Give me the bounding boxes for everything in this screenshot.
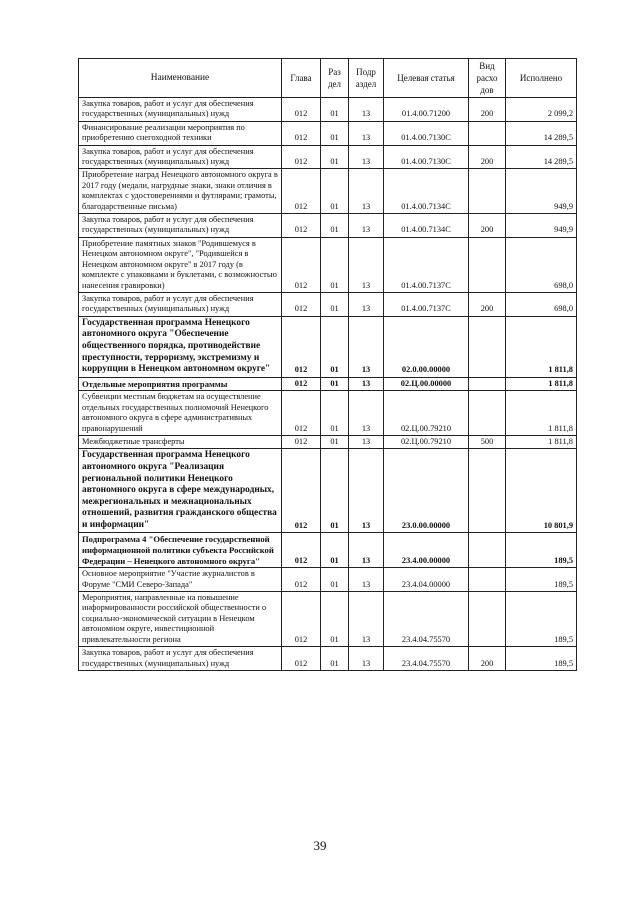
cell-name: Подпрограмма 4 "Обеспечение государственной информационной политики субъекта Российской Федерации – Ненецкого автономного округа": [79, 533, 282, 568]
cell-expense-type: 200: [469, 145, 506, 169]
cell-target-article: 23.0.00.00000: [384, 449, 469, 533]
cell-section: 01: [321, 533, 349, 568]
cell-subsection: 13: [349, 435, 384, 448]
cell-section: 01: [321, 592, 349, 647]
cell-chapter: 012: [282, 391, 321, 436]
table-row: [79, 377, 577, 391]
table-row: [79, 449, 577, 533]
cell-executed: 189,5: [506, 592, 577, 647]
cell-name: Мероприятия, направленные на повышение информированности российской общественности о социально-экономической ситуации в Ненецком автономном округе, инвестиционной привлекательности региона: [79, 592, 282, 647]
cell-section: 01: [321, 237, 349, 292]
cell-section: 01: [321, 169, 349, 214]
cell-target-article: 01.4.00.7137С: [384, 237, 469, 292]
cell-chapter: 012: [282, 533, 321, 568]
cell-chapter: 012: [282, 316, 321, 377]
cell-executed: 2 099,2: [506, 98, 577, 122]
cell-name: Приобретение наград Ненецкого автономного округа в 2017 году (медали, нагрудные знаки, знаки отличия в комплектах с удостоверениями и футлярами; грамоты, благодарственные письма): [79, 169, 282, 214]
table-row: [79, 237, 577, 292]
cell-target-article: 02.Ц.00.79210: [384, 435, 469, 448]
cell-section: 01: [321, 292, 349, 316]
table-row: [79, 533, 577, 568]
cell-section: 01: [321, 647, 349, 671]
cell-target-article: 23.4.04.75570: [384, 647, 469, 671]
cell-executed: 14 289,5: [506, 145, 577, 169]
table-row: [79, 435, 577, 448]
table-header-row: [79, 59, 577, 98]
cell-expense-type: 200: [469, 214, 506, 238]
cell-subsection: 13: [349, 533, 384, 568]
cell-executed: 1 811,8: [506, 377, 577, 391]
table-row: [79, 214, 577, 238]
cell-name: Приобретение памятных знаков "Родившемуся в Ненецком автономном округе", "Родившейся в Ненецком автономном округе" в 2017 году (в комплекте с упаковками и буклетами, с возможностью нанесения гравировки): [79, 237, 282, 292]
cell-executed: 949,9: [506, 214, 577, 238]
cell-target-article: 02.Ц.00.79210: [384, 391, 469, 436]
cell-subsection: 13: [349, 377, 384, 391]
header-target-article: Целевая статья: [384, 59, 469, 98]
cell-chapter: 012: [282, 98, 321, 122]
header-subsection: Подр аздел: [349, 59, 384, 98]
cell-expense-type: [469, 237, 506, 292]
cell-expense-type: [469, 169, 506, 214]
header-expense-type: Вид расхо дов: [469, 59, 506, 98]
cell-subsection: 13: [349, 145, 384, 169]
cell-target-article: 01.4.00.7134С: [384, 214, 469, 238]
cell-chapter: 012: [282, 377, 321, 391]
cell-section: 01: [321, 568, 349, 592]
cell-expense-type: [469, 449, 506, 533]
cell-chapter: 012: [282, 568, 321, 592]
cell-chapter: 012: [282, 145, 321, 169]
header-name: Наименование: [79, 59, 282, 98]
cell-subsection: 13: [349, 214, 384, 238]
table-row: [79, 568, 577, 592]
table-row: [79, 647, 577, 671]
cell-chapter: 012: [282, 647, 321, 671]
cell-expense-type: 500: [469, 435, 506, 448]
budget-table: [78, 58, 577, 671]
cell-expense-type: [469, 377, 506, 391]
cell-name: Закупка товаров, работ и услуг для обеспечения государственных (муниципальных) нужд: [79, 98, 282, 122]
cell-section: 01: [321, 145, 349, 169]
cell-executed: 1 811,8: [506, 435, 577, 448]
cell-name: Закупка товаров, работ и услуг для обеспечения государственных (муниципальных) нужд: [79, 292, 282, 316]
cell-executed: 189,5: [506, 568, 577, 592]
cell-executed: 698,0: [506, 237, 577, 292]
cell-section: 01: [321, 449, 349, 533]
cell-expense-type: [469, 316, 506, 377]
cell-executed: 189,5: [506, 647, 577, 671]
cell-executed: 1 811,8: [506, 391, 577, 436]
cell-chapter: 012: [282, 169, 321, 214]
cell-subsection: 13: [349, 391, 384, 436]
table-row: [79, 316, 577, 377]
cell-name: Закупка товаров, работ и услуг для обеспечения государственных (муниципальных) нужд: [79, 214, 282, 238]
cell-name: Основное мероприятие "Участие журналистов в Форуме "СМИ Северо-Запада": [79, 568, 282, 592]
cell-chapter: 012: [282, 121, 321, 145]
cell-executed: 10 801,9: [506, 449, 577, 533]
table-row: [79, 292, 577, 316]
cell-subsection: 13: [349, 292, 384, 316]
cell-executed: 189,5: [506, 533, 577, 568]
cell-section: 01: [321, 377, 349, 391]
cell-subsection: 13: [349, 568, 384, 592]
cell-target-article: 01.4.00.7130С: [384, 145, 469, 169]
cell-subsection: 13: [349, 647, 384, 671]
cell-subsection: 13: [349, 316, 384, 377]
cell-chapter: 012: [282, 435, 321, 448]
table-row: [79, 391, 577, 436]
cell-chapter: 012: [282, 592, 321, 647]
cell-target-article: 01.4.00.7134С: [384, 169, 469, 214]
cell-target-article: 23.4.04.00000: [384, 568, 469, 592]
cell-expense-type: [469, 121, 506, 145]
cell-subsection: 13: [349, 169, 384, 214]
cell-target-article: 01.4.00.7130С: [384, 121, 469, 145]
table-row: [79, 98, 577, 122]
cell-target-article: 02.Ц.00.00000: [384, 377, 469, 391]
cell-name: Субвенции местным бюджетам на осуществление отдельных государственных полномочий Ненецкого автономного округа в сфере административных правонарушений: [79, 391, 282, 436]
header-chapter: Глава: [282, 59, 321, 98]
cell-expense-type: 200: [469, 292, 506, 316]
cell-target-article: 01.4.00.7137С: [384, 292, 469, 316]
cell-target-article: 23.4.04.75570: [384, 592, 469, 647]
cell-chapter: 012: [282, 292, 321, 316]
cell-name: Закупка товаров, работ и услуг для обеспечения государственных (муниципальных) нужд: [79, 145, 282, 169]
cell-chapter: 012: [282, 214, 321, 238]
cell-expense-type: [469, 391, 506, 436]
cell-section: 01: [321, 98, 349, 122]
cell-chapter: 012: [282, 237, 321, 292]
cell-expense-type: 200: [469, 98, 506, 122]
cell-subsection: 13: [349, 449, 384, 533]
table-row: [79, 121, 577, 145]
header-section: Раз дел: [321, 59, 349, 98]
cell-name: Финансирование реализации мероприятия по приобретению снегоходной техники: [79, 121, 282, 145]
cell-expense-type: [469, 568, 506, 592]
cell-name: Государственная программа Ненецкого автономного округа "Реализация региональной политики Ненецкого автономного округа в сфере международных, межрегиональных и межнациональных отношений, развития гражданского общества и информации": [79, 449, 282, 533]
cell-expense-type: [469, 592, 506, 647]
cell-section: 01: [321, 316, 349, 377]
cell-name: Государственная программа Ненецкого автономного округа "Обеспечение общественного порядка, противодействие преступности, терроризму, экстремизму и коррупции в Ненецком автономном округе": [79, 316, 282, 377]
table-row: [79, 145, 577, 169]
cell-chapter: 012: [282, 449, 321, 533]
cell-name: Межбюджетные трансферты: [79, 435, 282, 448]
cell-subsection: 13: [349, 121, 384, 145]
cell-executed: 14 289,5: [506, 121, 577, 145]
cell-target-article: 01.4.00.71200: [384, 98, 469, 122]
cell-subsection: 13: [349, 98, 384, 122]
cell-subsection: 13: [349, 237, 384, 292]
cell-name: Закупка товаров, работ и услуг для обеспечения государственных (муниципальных) нужд: [79, 647, 282, 671]
cell-subsection: 13: [349, 592, 384, 647]
cell-section: 01: [321, 435, 349, 448]
cell-target-article: 23.4.00.00000: [384, 533, 469, 568]
cell-section: 01: [321, 121, 349, 145]
cell-executed: 949,9: [506, 169, 577, 214]
cell-expense-type: [469, 533, 506, 568]
cell-expense-type: 200: [469, 647, 506, 671]
cell-executed: 1 811,8: [506, 316, 577, 377]
page-number: 39: [313, 838, 327, 853]
cell-executed: 698,0: [506, 292, 577, 316]
table-row: [79, 592, 577, 647]
cell-target-article: 02.0.00.00000: [384, 316, 469, 377]
cell-section: 01: [321, 391, 349, 436]
header-executed: Исполнено: [506, 59, 577, 98]
cell-section: 01: [321, 214, 349, 238]
cell-name: Отдельные мероприятия программы: [79, 377, 282, 391]
table-row: [79, 169, 577, 214]
